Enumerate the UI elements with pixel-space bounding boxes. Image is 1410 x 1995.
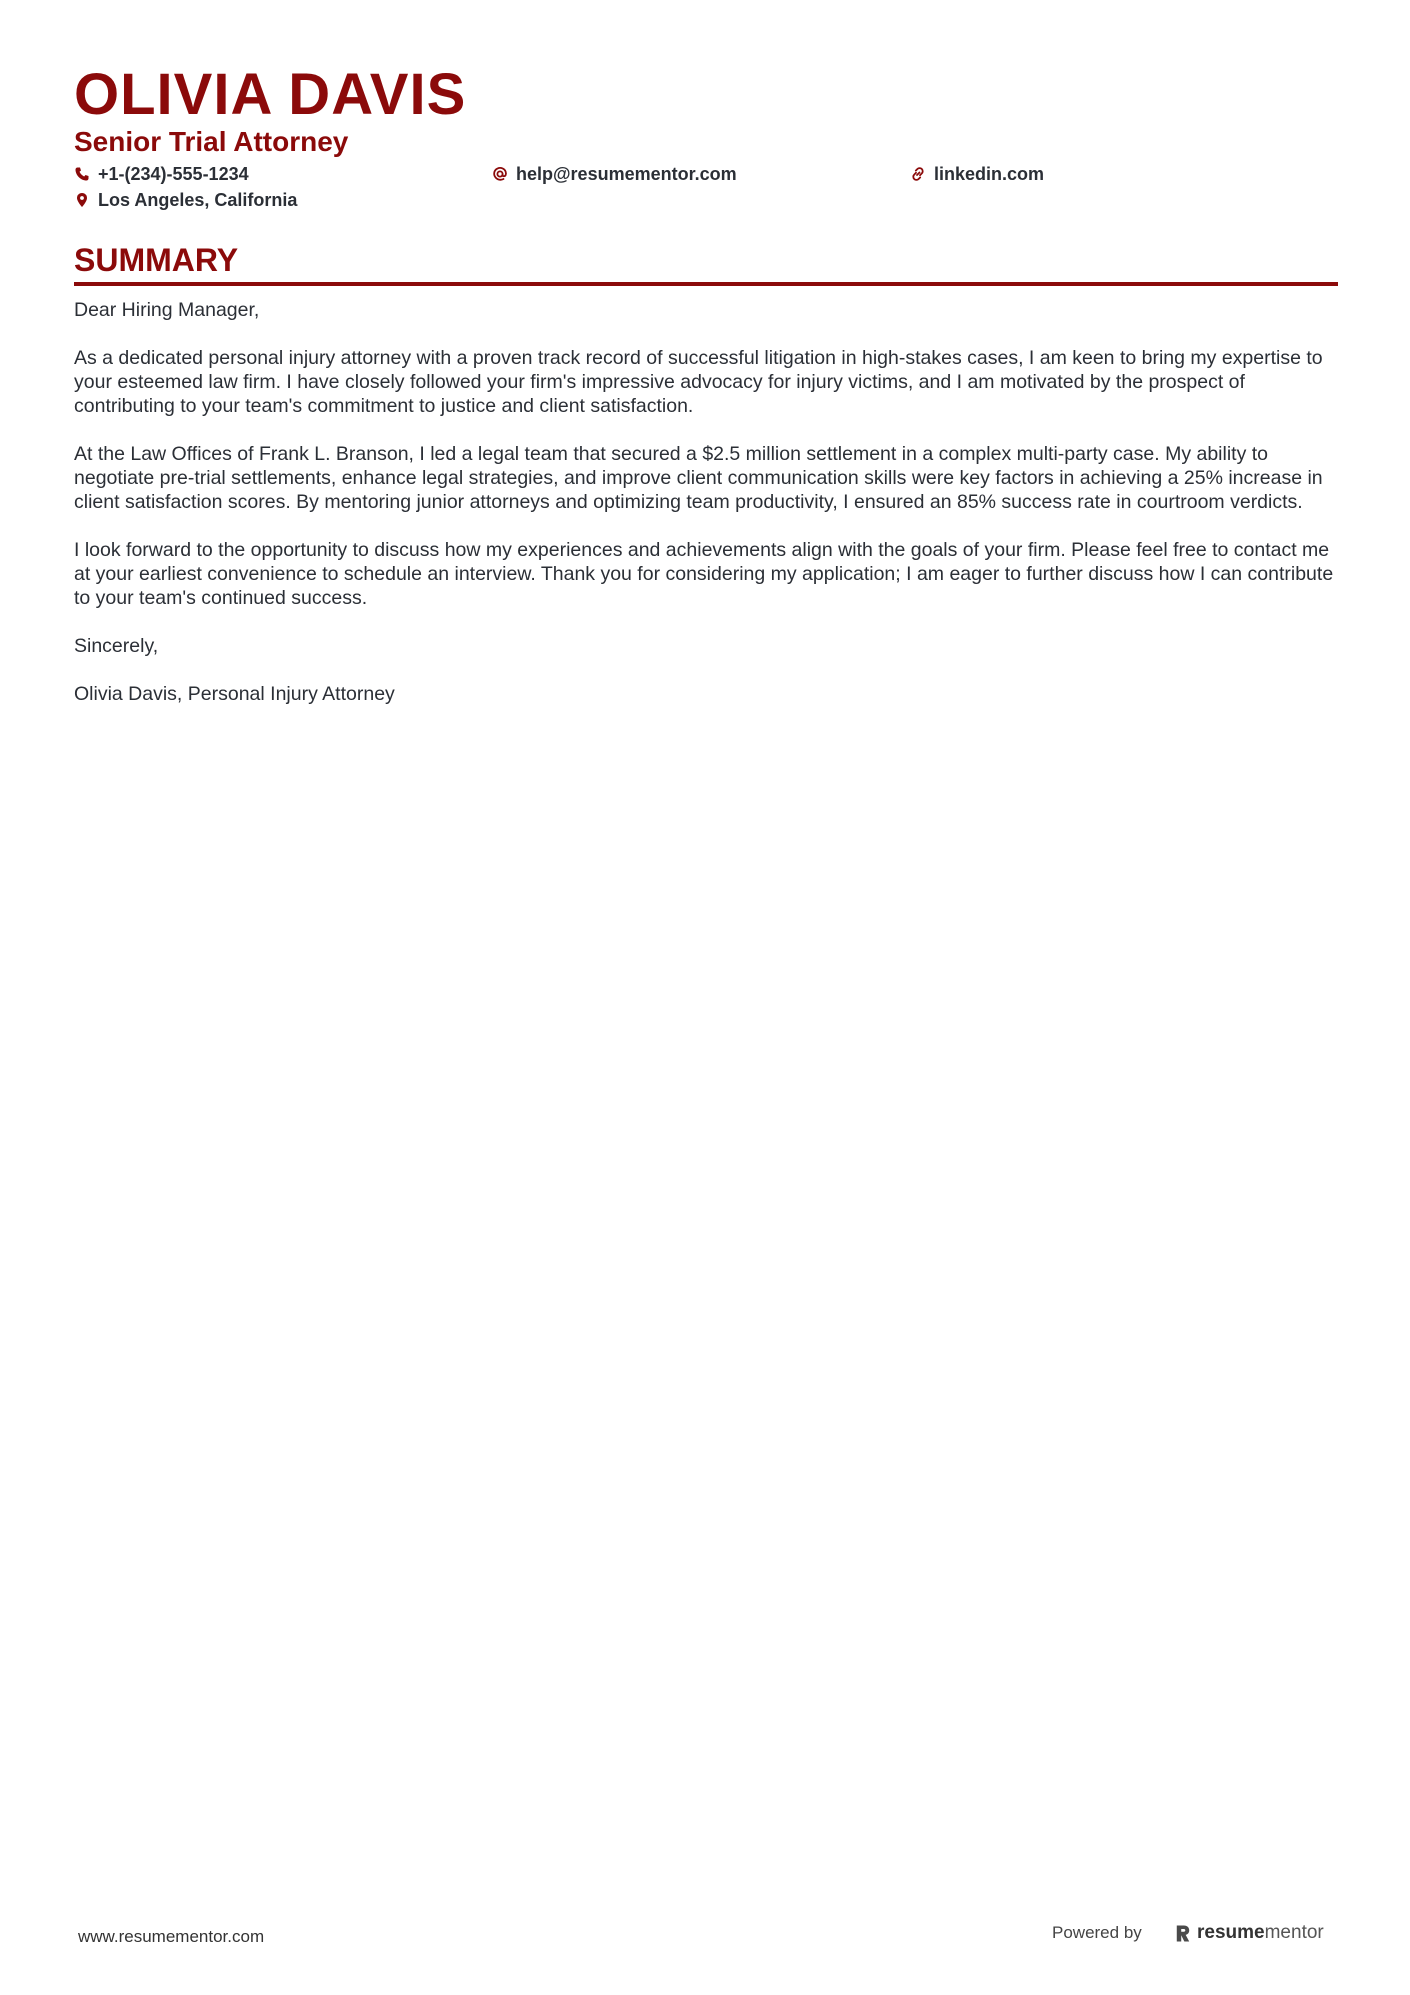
letter-body (74, 298, 1338, 730)
brand-logo[interactable] (1175, 1920, 1324, 1946)
candidate-role: Senior Trial Attorney (74, 126, 349, 157)
resumementor-logo-icon (1175, 1924, 1191, 1943)
letter-paragraph: At the Law Offices of Frank L. Branson, I led a legal team that secured a $2.5 million settlement in a complex multi-party case. My ability to negotiate pre-trial settlements, enhance legal strategies, and improve client communication skills were key factors in achieving a 25% increase in client satisfaction scores. By mentoring junior attorneys and optimizing team productivity, I ensured an 85% success rate in courtroom verdicts. (74, 443, 1323, 513)
location-text: Los Angeles, California (98, 190, 298, 210)
powered-by-label: Powered by (1052, 1923, 1142, 1942)
location-pin-icon (74, 192, 90, 208)
footer-url[interactable]: www.resumementor.com (78, 1927, 265, 1946)
letter-paragraph: I look forward to the opportunity to discuss how my experiences and achievements align with the goals of your firm. Please feel free to contact me at your earliest convenience to schedule an interview. Thank you for considering my application; I am eager to further discuss how I can contribute to your team's continued success. (74, 539, 1334, 609)
section-divider (74, 282, 1338, 286)
letter-signature: Olivia Davis, Personal Injury Attorney (74, 683, 395, 705)
contact-location (74, 188, 297, 212)
letter-closing: Sincerely, (74, 635, 159, 657)
phone-text: +1-(234)-555-1234 (98, 164, 249, 184)
contact-email[interactable] (492, 162, 737, 186)
brand-text-bold: resume (1197, 1922, 1265, 1943)
at-icon (492, 166, 508, 182)
letter-greeting: Dear Hiring Manager, (74, 299, 260, 321)
brand-text-light: mentor (1264, 1922, 1324, 1943)
section-title-summary: SUMMARY (74, 242, 239, 278)
contact-phone (74, 162, 249, 186)
email-text: help@resumementor.com (516, 164, 737, 184)
candidate-name: OLIVIA DAVIS (74, 62, 467, 127)
link-icon (910, 166, 926, 182)
linkedin-text: linkedin.com (934, 164, 1045, 184)
letter-paragraph: As a dedicated personal injury attorney with a proven track record of successful litigation in high-stakes cases, I am keen to bring my expertise to your esteemed law firm. I have closely followed your firm's impressive advocacy for injury victims, and I am motivated by the prospect of contributing to your team's commitment to justice and client satisfaction. (74, 347, 1323, 417)
phone-icon (74, 166, 90, 182)
contact-linkedin[interactable] (910, 162, 1044, 186)
